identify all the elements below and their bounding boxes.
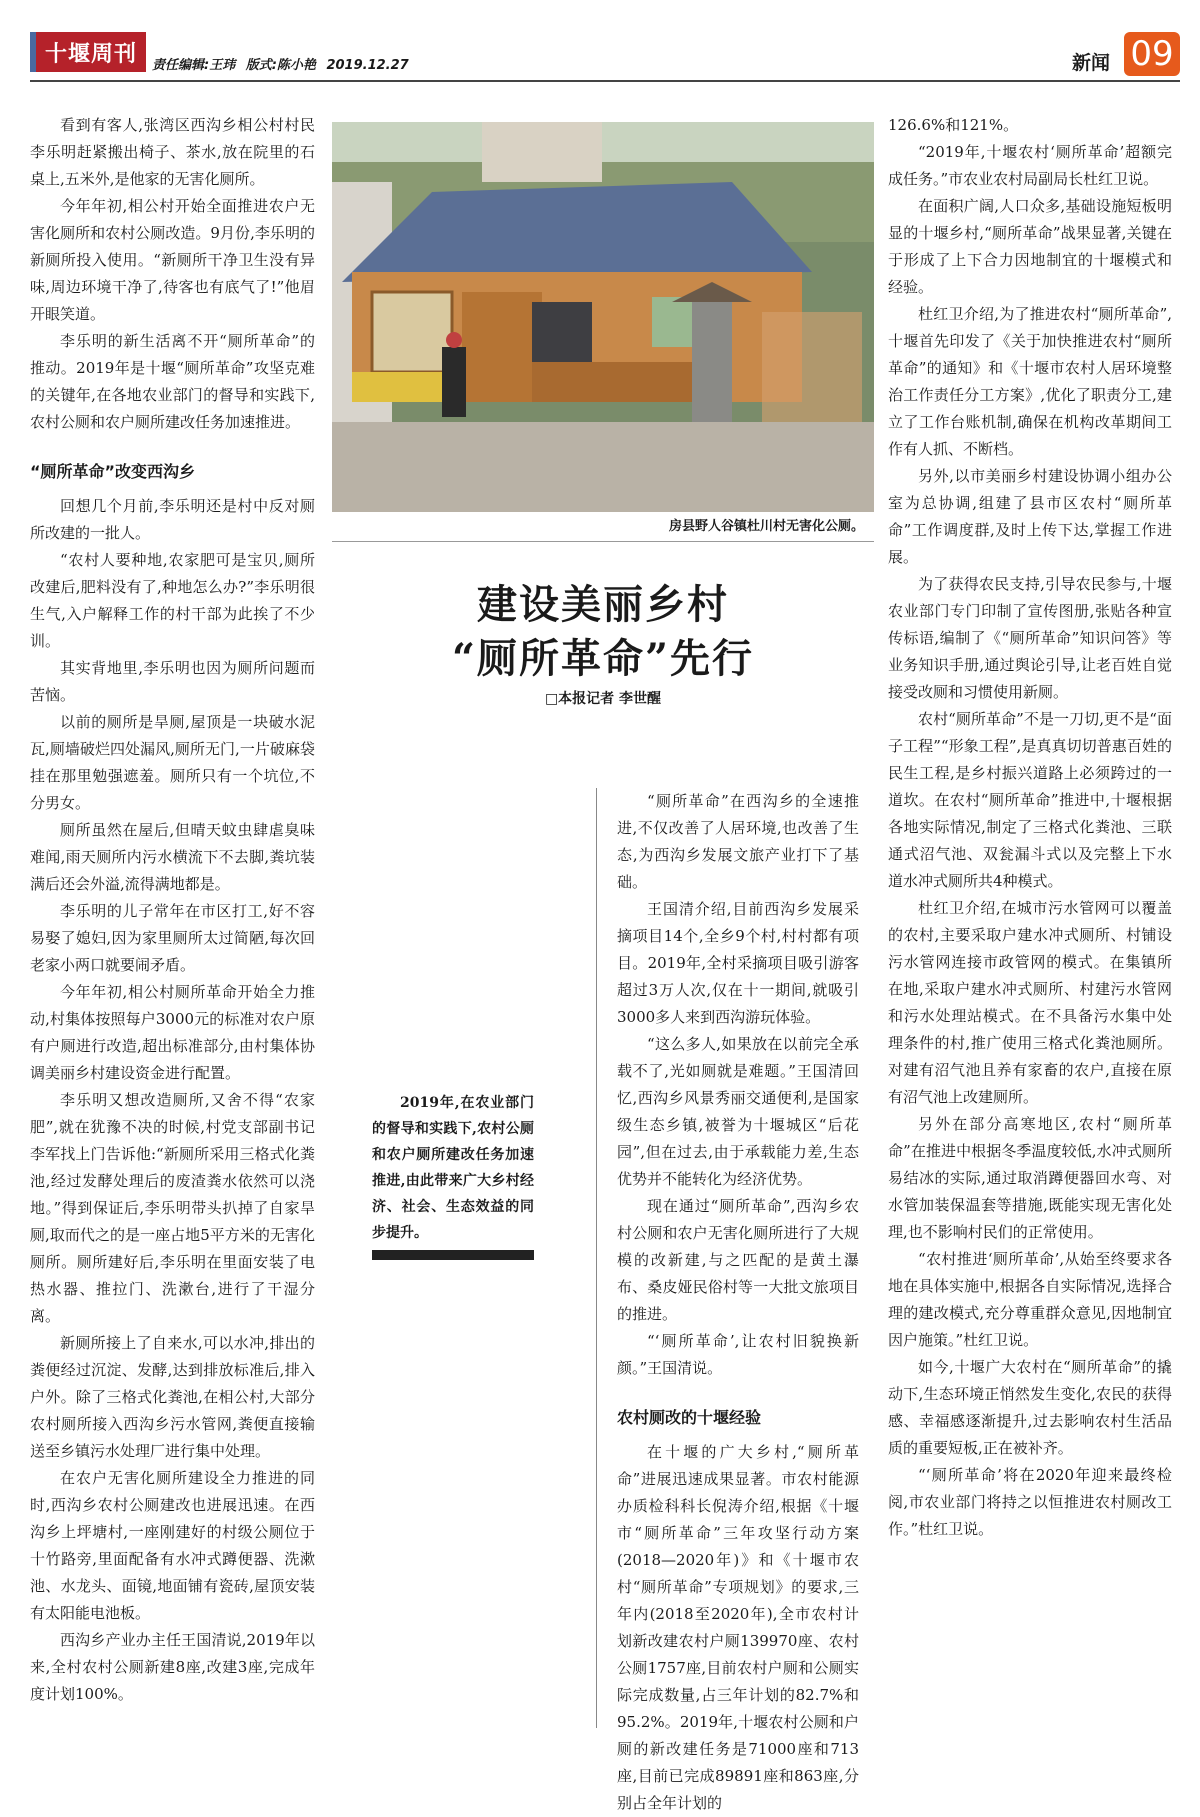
- paragraph: 为了获得农民支持,引导农民参与,十堰农业部门专门印制了宣传图册,张贴各种宣传标语,编制了《“厕所革命”知识问答》等业务知识手册,通过舆论引导,让老百姓自觉接受改厕和习惯使用新厕。: [888, 575, 1172, 701]
- column-1: [30, 112, 315, 1722]
- public-toilet-photo: [332, 122, 874, 512]
- paragraph: 如今,十堰广大农村在“厕所革命”的撬动下,生态环境正悄然发生变化,农民的获得感、幸福感逐渐提升,过去影响农村生活品质的重要短板,正在被补齐。: [888, 1358, 1172, 1457]
- subheading-1: “厕所革命”改变西沟乡: [30, 462, 196, 481]
- paragraph: 农村“厕所革命”不是一刀切,更不是“面子工程”“形象工程”,是真真切切普惠百姓的民生工程,是乡村振兴道路上必须跨过的一道坎。在农村“厕所革命”推进中,十堰根据各地实际情况,制定了三格式化粪池、三联通式沼气池、双瓮漏斗式以及完整上下水道水冲式厕所共4种模式。: [888, 710, 1172, 890]
- paragraph: 李乐明又想改造厕所,又舍不得“农家肥”,就在犹豫不决的时候,村党支部副书记李军找上门告诉他:“新厕所采用三格式化粪池,经过发酵处理后的废渣粪水依然可以浇地。”得到保证后,李乐明带头扒掉了自家旱厕,取而代之的是一座占地5平方米的无害化厕所。厕所建好后,李乐明在里面安装了电热水器、推拉门、洗漱台,进行了干湿分离。: [30, 1091, 315, 1325]
- page-number: 09: [1124, 32, 1180, 76]
- paragraph: “这么多人,如果放在以前完全承载不了,光如厕就是难题。”王国清回忆,西沟乡风景秀丽交通便利,是国家级生态乡镇,被誉为十堰城区“后花园”,但在过去,由于承载能力差,生态优势并不能转化为经济优势。: [617, 1035, 859, 1188]
- editor: 责任编辑:王玮: [152, 58, 236, 73]
- paragraph: “2019年,十堰农村‘厕所革命’超额完成任务。”市农业农村局副局长杜红卫说。: [888, 143, 1172, 188]
- paragraph: “农村人要种地,农家肥可是宝贝,厕所改建后,肥料没有了,种地怎么办?”李乐明很生气,入户解释工作的村干部为此挨了不少训。: [30, 551, 315, 650]
- article-title: [332, 578, 874, 686]
- section-name: 新闻: [1071, 52, 1110, 74]
- paragraph: 在农户无害化厕所建设全力推进的同时,西沟乡农村公厕建改也进展迅速。在西沟乡上坪塘村,一座刚建好的村级公厕位于十竹路旁,里面配备有水冲式蹲便器、洗漱池、水龙头、面镜,地面铺有瓷砖,屋顶安装有太阳能电池板。: [30, 1469, 315, 1622]
- title-line-2: “厕所革命”先行: [451, 635, 754, 682]
- masthead-logo: 十堰周刊: [30, 32, 146, 72]
- byline: □本报记者 李世醒: [544, 691, 662, 707]
- title-line-1: 建设美丽乡村: [477, 581, 729, 628]
- pull-quote-bar: [372, 1250, 534, 1260]
- paragraph: 以前的厕所是旱厕,屋顶是一块破水泥瓦,厕墙破烂四处漏风,厕所无门,一片破麻袋挂在那里勉强遮羞。厕所只有一个坑位,不分男女。: [30, 713, 315, 812]
- layout-editor: 版式:陈小艳: [245, 58, 316, 73]
- paragraph: 回想几个月前,李乐明还是村中反对厕所改建的一批人。: [30, 497, 315, 542]
- paragraph: “农村推进‘厕所革命’,从始至终要求各地在具体实施中,根据各自实际情况,选择合理的建改模式,充分尊重群众意见,因地制宜因户施策。”杜红卫说。: [888, 1250, 1172, 1349]
- paragraph: 李乐明的新生活离不开“厕所革命”的推动。2019年是十堰“厕所革命”攻坚克难的关键年,在各地农业部门的督导和实践下,农村公厕和农户厕所建改任务加速推进。: [30, 332, 315, 431]
- paragraph: 厕所虽然在屋后,但晴天蚊虫肆虐臭味难闻,雨天厕所内污水横流下不去脚,粪坑装满后还会外溢,流得满地都是。: [30, 821, 315, 893]
- paragraph: “‘厕所革命’,让农村旧貌换新颜。”王国清说。: [617, 1332, 859, 1377]
- column-2: [596, 788, 859, 1812]
- paragraph: “‘厕所革命’将在2020年迎来最终检阅,市农业部门将持之以恒推进农村厕改工作。”杜红卫说。: [888, 1466, 1172, 1538]
- paragraph: 看到有客人,张湾区西沟乡相公村村民李乐明赶紧搬出椅子、茶水,放在院里的石桌上,五米外,是他家的无害化厕所。: [30, 116, 315, 188]
- paragraph: 126.6%和121%。: [888, 116, 1019, 134]
- page-header: [30, 32, 1180, 82]
- pull-quote: 2019年,在农业部门的督导和实践下,农村公厕和农户厕所建改任务加速推进,由此带来广大乡村经济、社会、生态效益的同步提升。: [372, 1095, 534, 1241]
- paragraph: 新厕所接上了自来水,可以水冲,排出的粪便经过沉淀、发酵,达到排放标准后,排入户外。除了三格式化粪池,在相公村,大部分农村厕所接入西沟乡污水管网,粪便直接输送至乡镇污水处理厂进行集中处理。: [30, 1334, 315, 1460]
- paragraph: 李乐明的儿子常年在市区打工,好不容易娶了媳妇,因为家里厕所太过简陋,每次回老家小两口就要闹矛盾。: [30, 902, 315, 974]
- paragraph: “厕所革命”在西沟乡的全速推进,不仅改善了人居环境,也改善了生态,为西沟乡发展文旅产业打下了基础。: [617, 792, 859, 891]
- paragraph: 杜红卫介绍,为了推进农村“厕所革命”,十堰首先印发了《关于加快推进农村“厕所革命”的通知》和《十堰市农村人居环境整治工作责任分工方案》,优化了职责分工,建立了工作台账机制,确保在机构改革期间工作有人抓、不断档。: [888, 305, 1172, 458]
- paragraph: 杜红卫介绍,在城市污水管网可以覆盖的农村,主要采取户建水冲式厕所、村铺设污水管网连接市政管网的模式。在集镇所在地,采取户建水冲式厕所、村建污水管网和污水处理站模式。在不具备污水集中处理条件的村,推广使用三格式化粪池厕所。对建有沼气池且养有家畜的农户,直接在原有沼气池上改建厕所。: [888, 899, 1172, 1106]
- paragraph: 其实背地里,李乐明也因为厕所问题而苦恼。: [30, 659, 315, 704]
- photo-caption: 房县野人谷镇杜川村无害化公厕。: [332, 512, 874, 542]
- paragraph: 王国清介绍,目前西沟乡发展采摘项目14个,全乡9个村,村村都有项目。2019年,全村采摘项目吸引游客超过3万人次,仅在十一期间,就吸引3000多人来到西沟游玩体验。: [617, 900, 859, 1026]
- paragraph: 在十堰的广大乡村,“厕所革命”进展迅速成果显著。市农村能源办质检科科长倪涛介绍,根据《十堰市“厕所革命”三年攻坚行动方案(2018—2020年)》和《十堰市农村“厕所革命”专项规划》的要求,三年内(2018至2020年),全市农村计划新改建农村户厕139970座、农村公厕1757座,目前农村户厕和公厕实际完成数量,占三年计划的82.7%和95.2%。2019年,十堰农村公厕和户厕的新改建任务是71000座和713座,目前已完成89891座和863座,分别占全年计划的: [617, 1443, 859, 1812]
- issue-date: 2019.12.27: [326, 58, 409, 73]
- column-3: [888, 112, 1172, 1722]
- paragraph: 在面积广阔,人口众多,基础设施短板明显的十堰乡村,“厕所革命”战果显著,关键在于形成了上下合力因地制宜的十堰模式和经验。: [888, 197, 1172, 296]
- paragraph: 现在通过“厕所革命”,西沟乡农村公厕和农户无害化厕所进行了大规模的改新建,与之匹配的是黄土瀑布、桑皮娅民俗村等一大批文旅项目的推进。: [617, 1197, 859, 1323]
- editor-info: [152, 54, 415, 73]
- paragraph: 另外在部分高寒地区,农村“厕所革命”在推进中根据冬季温度较低,水冲式厕所易结冰的实际,通过取消蹲便器回水弯、对水管加装保温套等措施,既能实现无害化处理,也不影响村民们的正常使用。: [888, 1115, 1172, 1241]
- paragraph: 西沟乡产业办主任王国清说,2019年以来,全村农村公厕新建8座,改建3座,完成年度计划100%。: [30, 1631, 315, 1703]
- paragraph: 另外,以市美丽乡村建设协调小组办公室为总协调,组建了县市区农村“厕所革命”工作调度群,及时上传下达,掌握工作进展。: [888, 467, 1172, 566]
- subheading-2: 农村厕改的十堰经验: [617, 1408, 762, 1427]
- paragraph: 今年年初,相公村厕所革命开始全力推动,村集体按照每户3000元的标准对农户原有户厕进行改造,超出标准部分,由村集体协调美丽乡村建设资金进行配置。: [30, 983, 315, 1082]
- paragraph: 今年年初,相公村开始全面推进农户无害化厕所和农村公厕改造。9月份,李乐明的新厕所投入使用。“新厕所干净卫生没有异味,周边环境干净了,待客也有底气了!”他眉开眼笑道。: [30, 197, 315, 323]
